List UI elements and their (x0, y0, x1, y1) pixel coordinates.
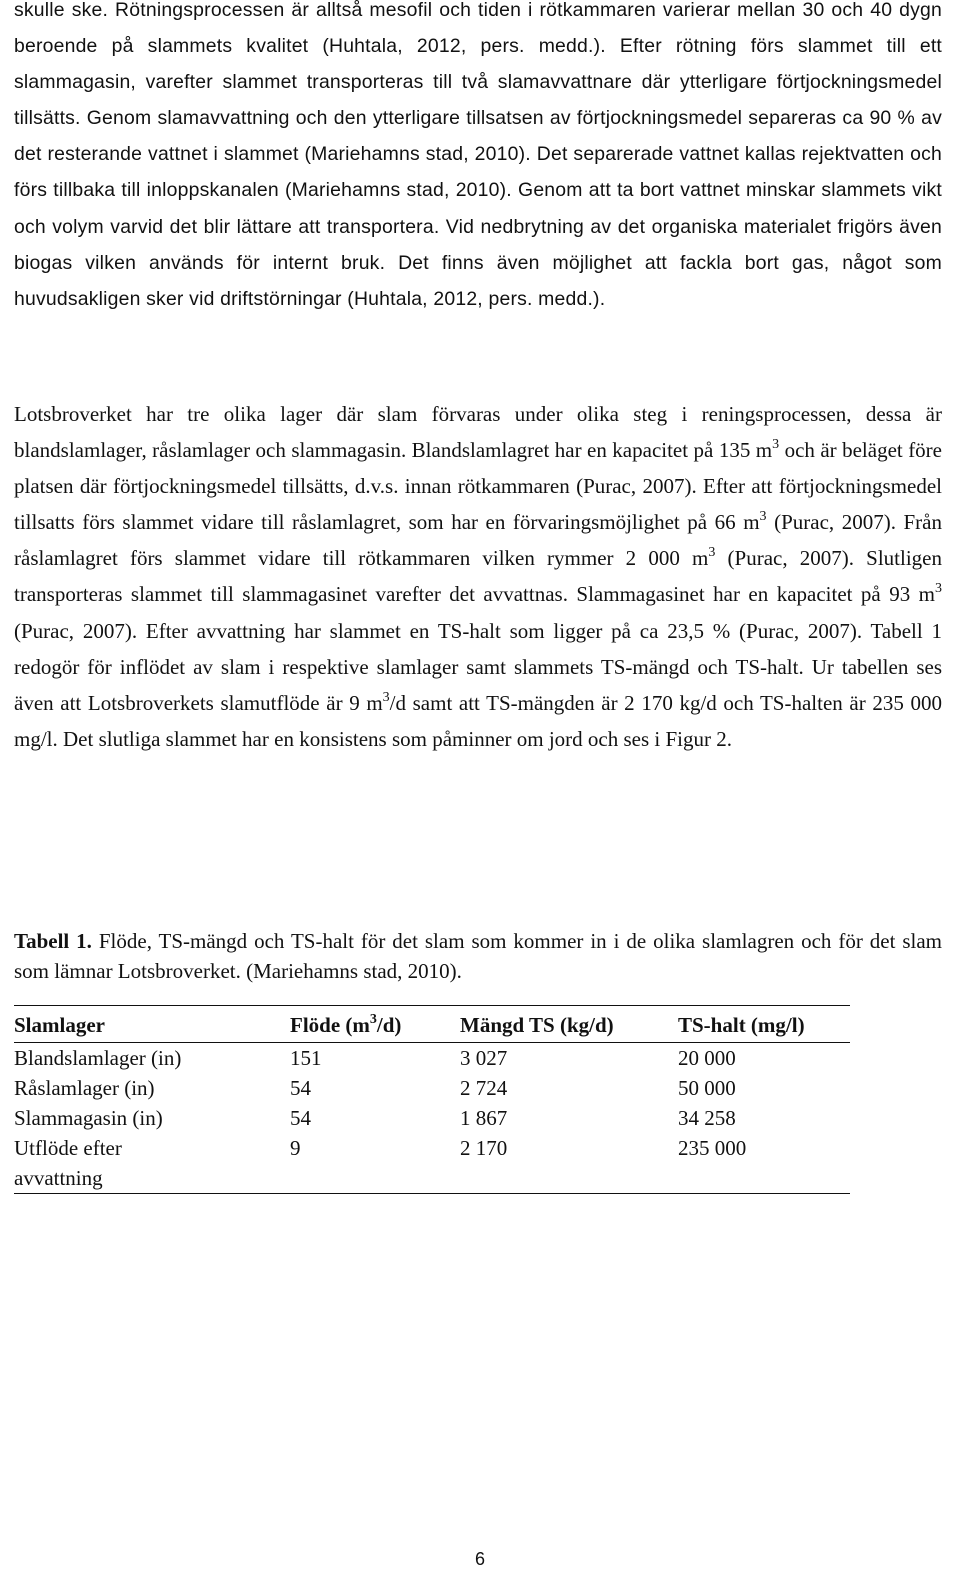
table-cell: 54 (290, 1076, 311, 1100)
header-slamlager: Slamlager (14, 1006, 290, 1043)
table-header-row (14, 1006, 850, 1043)
page-number: 6 (474, 1549, 485, 1569)
table-caption-text: Flöde, TS-mängd och TS-halt för det slam som kommer in i de olika slamlagren och för det slam som lämnar Lotsbroverket. (Mariehamns stad, 2010). (14, 929, 942, 983)
table-cell: 34 258 (678, 1106, 736, 1130)
table-cell: 2 170 (460, 1136, 508, 1160)
paragraph-2-text: och är beläget före platsen där förtjockningsmedel tillsätts, d.v.s. innan rötkammaren (Purac, 2007). Efter att förtjockningsmedel tillsatts förs slammet vidare till råslamlagret, som har en förvaringsmöjlighet på 66 m (14, 438, 942, 535)
table-cell: Råslamlager (in) (14, 1076, 155, 1100)
table-cell: 9 (290, 1136, 301, 1160)
superscript-3: 3 (935, 581, 942, 597)
table-row (14, 1133, 850, 1194)
paragraph-2-text: (Purac, 2007). Slutligen transporteras slammet till slammagasinet varefter det avvattnas. Slammagasinet har en kapacitet på 93 m (14, 546, 943, 607)
table-cell: 54 (290, 1106, 311, 1130)
table-caption-label: Tabell 1. (14, 929, 92, 953)
header-ts-halt: TS-halt (mg/l) (678, 1006, 850, 1043)
table-cell: Blandslamlager (in) (14, 1046, 182, 1070)
table-cell: 151 (290, 1046, 322, 1070)
sludge-table (14, 1005, 850, 1194)
header-mangd-ts: Mängd TS (kg/d) (460, 1006, 678, 1043)
table-row (14, 1103, 850, 1133)
paragraph-2-text: (Purac, 2007). Efter avvattning har slammet en TS-halt som ligger på ca 23,5 % (Purac, 2007). Tabell 1 redogör för inflödet av slam i respektive slamlager samt slammets TS-mängd och TS-halt. Ur tabellen ses även att Lotsbroverkets slamutflöde är 9 m (14, 618, 942, 715)
table-row (14, 1073, 850, 1103)
table-cell: 235 000 (678, 1136, 747, 1160)
header-superscript-3: 3 (369, 1012, 377, 1027)
table-cell: 3 027 (460, 1046, 508, 1070)
superscript-3: 3 (772, 437, 780, 453)
superscript-3: 3 (382, 689, 390, 705)
table-cell: Utflöde efter avvattning (14, 1136, 122, 1190)
table-row (14, 1043, 850, 1074)
header-flode-text: Flöde (m (290, 1013, 370, 1037)
table-cell: 20 000 (678, 1046, 736, 1070)
header-flode (290, 1006, 460, 1043)
paragraph-2-text: (Purac, 2007). Från råslamlagret förs slammet vidare till rötkammaren vilken rymmer 2 000 m (14, 510, 942, 571)
paragraph-2-text: Lotsbroverket har tre olika lager där slam förvaras under olika steg i reningsprocessen, dessa är blandslamlager, råslamlager och slammagasin. Blandslamlagret har en kapacitet på 135 m (14, 402, 942, 463)
superscript-3: 3 (708, 545, 716, 561)
body-paragraph-1: skulle ske. Rötningsprocessen är alltså mesofil och tiden i rötkammaren varierar mellan 30 och 40 dygn beroende på slammets kvalitet (Huhtala, 2012, pers. medd.). Efter rötning förs slammet till ett slammagasin, varefter slammet transporteras till två slamavvattnare där ytterligare förtjockningsmedel tillsätts. Genom slamavvattning och den ytterligare tillsatsen av förtjockningsmedel separeras ca 90 % av det resterande vattnet i slammet (Mariehamns stad, 2010). Det separerade vattnet kallas rejektvatten och förs tillbaka till inloppskanalen (Mariehamns stad, 2010). Genom att ta bort vattnet minskar slammets vikt och volym varvid det blir lättare att transportera. Vid nedbrytning av det organiska materialet frigörs även biogas vilken används för internt bruk. Det finns även möjlighet att fackla bort gas, något som huvudsakligen sker vid driftstörningar (Huhtala, 2012, pers. medd.). (14, 0, 942, 310)
superscript-3: 3 (759, 509, 767, 525)
table-caption (14, 926, 942, 986)
body-paragraph-2 (14, 396, 942, 757)
table-cell: 1 867 (460, 1106, 508, 1130)
paragraph-2-text: /d samt att TS-mängden är 2 170 kg/d och TS-halten är 235 000 mg/l. Det slutliga slammet har en konsistens som påminner om jord och ses i Figur 2. (14, 690, 942, 751)
table-cell: 50 000 (678, 1076, 736, 1100)
table-cell: Slammagasin (in) (14, 1106, 163, 1130)
table-cell: 2 724 (460, 1076, 508, 1100)
header-flode-unit: /d) (376, 1013, 402, 1037)
